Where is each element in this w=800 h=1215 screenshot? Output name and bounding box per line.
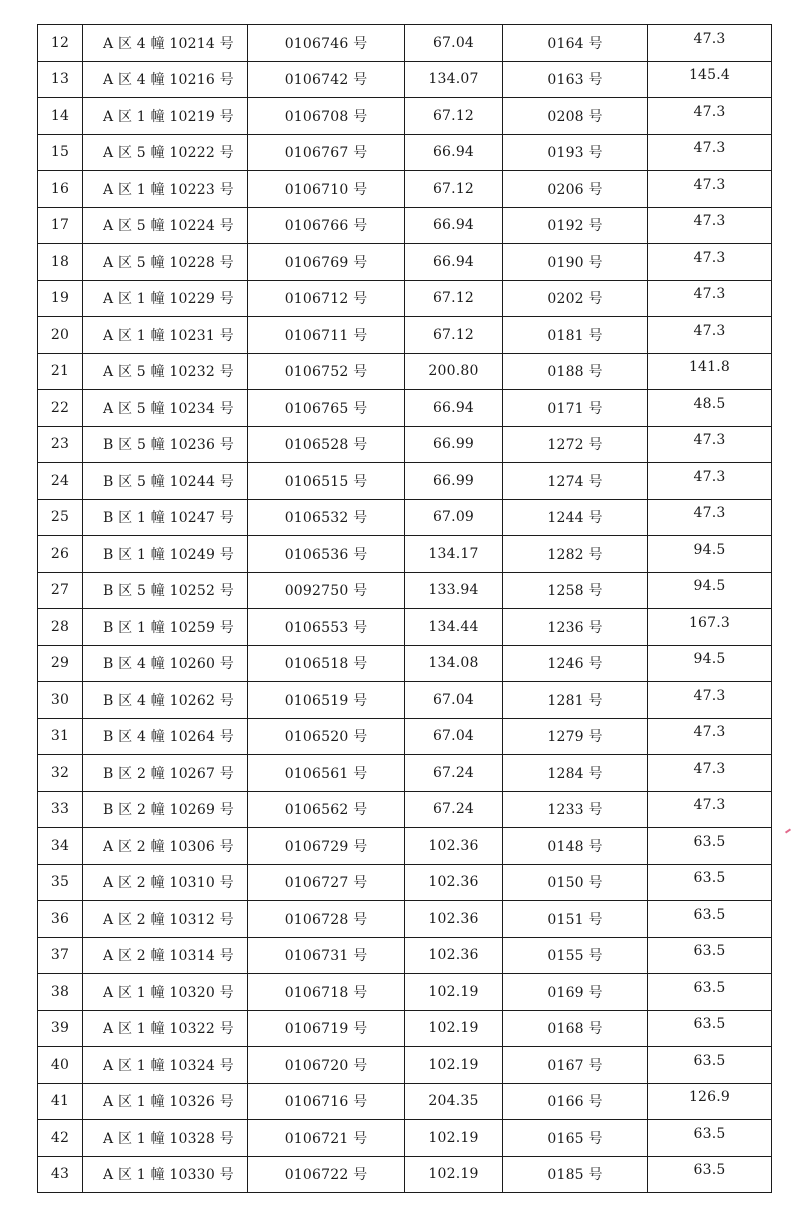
row-number-cell: 40 bbox=[38, 1047, 83, 1084]
floor-area-cell: 133.94 bbox=[405, 572, 503, 609]
house-number-cell: A 区 4 幢 10214 号 bbox=[83, 25, 248, 62]
amount-value: 47.3 bbox=[693, 724, 726, 741]
floor-area-cell: 102.36 bbox=[405, 901, 503, 938]
code-number-cell: 0181 号 bbox=[503, 317, 648, 354]
amount-cell bbox=[648, 244, 772, 281]
amount-cell bbox=[648, 1047, 772, 1084]
table-row bbox=[38, 536, 772, 573]
floor-area-cell: 67.04 bbox=[405, 718, 503, 755]
code-number-cell: 0151 号 bbox=[503, 901, 648, 938]
certificate-number-cell: 0106518 号 bbox=[248, 645, 405, 682]
amount-cell bbox=[648, 791, 772, 828]
row-number-cell: 24 bbox=[38, 463, 83, 500]
code-number-cell: 0164 号 bbox=[503, 25, 648, 62]
amount-value: 63.5 bbox=[693, 1016, 726, 1033]
row-number-cell: 36 bbox=[38, 901, 83, 938]
amount-cell bbox=[648, 572, 772, 609]
certificate-number-cell: 0092750 号 bbox=[248, 572, 405, 609]
certificate-number-cell: 0106536 号 bbox=[248, 536, 405, 573]
code-number-cell: 0155 号 bbox=[503, 937, 648, 974]
table-row bbox=[38, 390, 772, 427]
code-number-cell: 1274 号 bbox=[503, 463, 648, 500]
amount-cell bbox=[648, 645, 772, 682]
code-number-cell: 1236 号 bbox=[503, 609, 648, 646]
amount-value: 48.5 bbox=[693, 395, 726, 412]
amount-value: 94.5 bbox=[693, 578, 726, 595]
house-number-cell: B 区 5 幢 10236 号 bbox=[83, 426, 248, 463]
code-number-cell: 1258 号 bbox=[503, 572, 648, 609]
amount-value: 47.3 bbox=[693, 687, 726, 704]
certificate-number-cell: 0106728 号 bbox=[248, 901, 405, 938]
amount-cell bbox=[648, 353, 772, 390]
code-number-cell: 0206 号 bbox=[503, 171, 648, 208]
table-row bbox=[38, 244, 772, 281]
amount-cell bbox=[648, 134, 772, 171]
code-number-cell: 0202 号 bbox=[503, 280, 648, 317]
amount-value: 47.3 bbox=[693, 286, 726, 303]
floor-area-cell: 134.44 bbox=[405, 609, 503, 646]
certificate-number-cell: 0106553 号 bbox=[248, 609, 405, 646]
row-number-cell: 23 bbox=[38, 426, 83, 463]
code-number-cell: 0192 号 bbox=[503, 207, 648, 244]
amount-cell bbox=[648, 317, 772, 354]
table-row bbox=[38, 207, 772, 244]
floor-area-cell: 66.94 bbox=[405, 207, 503, 244]
amount-cell bbox=[648, 901, 772, 938]
table-row bbox=[38, 1047, 772, 1084]
table-row bbox=[38, 791, 772, 828]
house-number-cell: B 区 2 幢 10269 号 bbox=[83, 791, 248, 828]
table-row bbox=[38, 572, 772, 609]
table-row bbox=[38, 25, 772, 62]
floor-area-cell: 134.07 bbox=[405, 61, 503, 98]
amount-cell bbox=[648, 1010, 772, 1047]
certificate-number-cell: 0106727 号 bbox=[248, 864, 405, 901]
certificate-number-cell: 0106710 号 bbox=[248, 171, 405, 208]
house-number-cell: A 区 1 幢 10324 号 bbox=[83, 1047, 248, 1084]
row-number-cell: 34 bbox=[38, 828, 83, 865]
floor-area-cell: 66.94 bbox=[405, 134, 503, 171]
code-number-cell: 0165 号 bbox=[503, 1120, 648, 1157]
floor-area-cell: 102.36 bbox=[405, 937, 503, 974]
floor-area-cell: 102.19 bbox=[405, 1047, 503, 1084]
code-number-cell: 0148 号 bbox=[503, 828, 648, 865]
table-row bbox=[38, 353, 772, 390]
code-number-cell: 1279 号 bbox=[503, 718, 648, 755]
amount-cell bbox=[648, 171, 772, 208]
floor-area-cell: 66.99 bbox=[405, 426, 503, 463]
amount-cell bbox=[648, 25, 772, 62]
house-number-cell: B 区 4 幢 10260 号 bbox=[83, 645, 248, 682]
floor-area-cell: 102.19 bbox=[405, 1156, 503, 1193]
code-number-cell: 0190 号 bbox=[503, 244, 648, 281]
table-row bbox=[38, 98, 772, 135]
row-number-cell: 31 bbox=[38, 718, 83, 755]
amount-value: 47.3 bbox=[693, 176, 726, 193]
house-number-cell: B 区 1 幢 10249 号 bbox=[83, 536, 248, 573]
row-number-cell: 25 bbox=[38, 499, 83, 536]
house-number-cell: A 区 2 幢 10310 号 bbox=[83, 864, 248, 901]
certificate-number-cell: 0106721 号 bbox=[248, 1120, 405, 1157]
floor-area-cell: 66.99 bbox=[405, 463, 503, 500]
certificate-number-cell: 0106708 号 bbox=[248, 98, 405, 135]
certificate-number-cell: 0106766 号 bbox=[248, 207, 405, 244]
certificate-number-cell: 0106716 号 bbox=[248, 1083, 405, 1120]
house-number-cell: A 区 1 幢 10231 号 bbox=[83, 317, 248, 354]
house-number-cell: B 区 4 幢 10264 号 bbox=[83, 718, 248, 755]
code-number-cell: 0167 号 bbox=[503, 1047, 648, 1084]
house-number-cell: A 区 1 幢 10326 号 bbox=[83, 1083, 248, 1120]
certificate-number-cell: 0106765 号 bbox=[248, 390, 405, 427]
floor-area-cell: 67.04 bbox=[405, 682, 503, 719]
amount-cell bbox=[648, 828, 772, 865]
floor-area-cell: 67.09 bbox=[405, 499, 503, 536]
certificate-number-cell: 0106752 号 bbox=[248, 353, 405, 390]
floor-area-cell: 102.19 bbox=[405, 1120, 503, 1157]
floor-area-cell: 102.19 bbox=[405, 1010, 503, 1047]
amount-value: 63.5 bbox=[693, 906, 726, 923]
table-row bbox=[38, 1156, 772, 1193]
amount-cell bbox=[648, 280, 772, 317]
table-row bbox=[38, 317, 772, 354]
table-row bbox=[38, 718, 772, 755]
table-row bbox=[38, 901, 772, 938]
table-row bbox=[38, 828, 772, 865]
code-number-cell: 1233 号 bbox=[503, 791, 648, 828]
floor-area-cell: 66.94 bbox=[405, 390, 503, 427]
code-number-cell: 1244 号 bbox=[503, 499, 648, 536]
amount-cell bbox=[648, 426, 772, 463]
table-row bbox=[38, 171, 772, 208]
amount-cell bbox=[648, 463, 772, 500]
row-number-cell: 14 bbox=[38, 98, 83, 135]
house-number-cell: A 区 5 幢 10222 号 bbox=[83, 134, 248, 171]
certificate-number-cell: 0106769 号 bbox=[248, 244, 405, 281]
certificate-number-cell: 0106712 号 bbox=[248, 280, 405, 317]
amount-cell bbox=[648, 536, 772, 573]
amount-value: 63.5 bbox=[693, 979, 726, 996]
row-number-cell: 17 bbox=[38, 207, 83, 244]
table-row bbox=[38, 682, 772, 719]
amount-value: 47.3 bbox=[693, 468, 726, 485]
house-number-cell: A 区 5 幢 10224 号 bbox=[83, 207, 248, 244]
floor-area-cell: 102.36 bbox=[405, 864, 503, 901]
amount-cell bbox=[648, 499, 772, 536]
row-number-cell: 33 bbox=[38, 791, 83, 828]
house-number-cell: A 区 4 幢 10216 号 bbox=[83, 61, 248, 98]
amount-value: 145.4 bbox=[688, 67, 731, 84]
code-number-cell: 1246 号 bbox=[503, 645, 648, 682]
amount-cell bbox=[648, 1120, 772, 1157]
row-number-cell: 35 bbox=[38, 864, 83, 901]
floor-area-cell: 67.24 bbox=[405, 755, 503, 792]
house-number-cell: A 区 2 幢 10306 号 bbox=[83, 828, 248, 865]
floor-area-cell: 134.08 bbox=[405, 645, 503, 682]
house-number-cell: A 区 1 幢 10219 号 bbox=[83, 98, 248, 135]
house-number-cell: B 区 5 幢 10244 号 bbox=[83, 463, 248, 500]
house-number-cell: A 区 1 幢 10322 号 bbox=[83, 1010, 248, 1047]
code-number-cell: 0208 号 bbox=[503, 98, 648, 135]
house-number-cell: A 区 1 幢 10223 号 bbox=[83, 171, 248, 208]
document-page bbox=[37, 24, 771, 1198]
row-number-cell: 38 bbox=[38, 974, 83, 1011]
amount-value: 94.5 bbox=[693, 541, 726, 558]
floor-area-cell: 102.19 bbox=[405, 974, 503, 1011]
amount-value: 126.9 bbox=[688, 1089, 731, 1106]
certificate-number-cell: 0106520 号 bbox=[248, 718, 405, 755]
house-number-cell: A 区 2 幢 10312 号 bbox=[83, 901, 248, 938]
row-number-cell: 18 bbox=[38, 244, 83, 281]
row-number-cell: 26 bbox=[38, 536, 83, 573]
row-number-cell: 41 bbox=[38, 1083, 83, 1120]
house-number-cell: A 区 2 幢 10314 号 bbox=[83, 937, 248, 974]
floor-area-cell: 66.94 bbox=[405, 244, 503, 281]
amount-value: 47.3 bbox=[693, 103, 726, 120]
row-number-cell: 29 bbox=[38, 645, 83, 682]
certificate-number-cell: 0106731 号 bbox=[248, 937, 405, 974]
certificate-number-cell: 0106719 号 bbox=[248, 1010, 405, 1047]
floor-area-cell: 134.17 bbox=[405, 536, 503, 573]
floor-area-cell: 102.36 bbox=[405, 828, 503, 865]
records-table bbox=[37, 24, 772, 1193]
code-number-cell: 1284 号 bbox=[503, 755, 648, 792]
table-row bbox=[38, 645, 772, 682]
amount-cell bbox=[648, 609, 772, 646]
amount-cell bbox=[648, 98, 772, 135]
table-row bbox=[38, 937, 772, 974]
table-row bbox=[38, 499, 772, 536]
code-number-cell: 0150 号 bbox=[503, 864, 648, 901]
code-number-cell: 0188 号 bbox=[503, 353, 648, 390]
floor-area-cell: 67.12 bbox=[405, 171, 503, 208]
certificate-number-cell: 0106742 号 bbox=[248, 61, 405, 98]
house-number-cell: A 区 1 幢 10328 号 bbox=[83, 1120, 248, 1157]
floor-area-cell: 67.12 bbox=[405, 280, 503, 317]
amount-cell bbox=[648, 937, 772, 974]
amount-value: 63.5 bbox=[693, 1162, 726, 1179]
amount-cell bbox=[648, 755, 772, 792]
certificate-number-cell: 0106718 号 bbox=[248, 974, 405, 1011]
table-row bbox=[38, 755, 772, 792]
ink-mark bbox=[785, 828, 791, 833]
row-number-cell: 28 bbox=[38, 609, 83, 646]
certificate-number-cell: 0106561 号 bbox=[248, 755, 405, 792]
house-number-cell: B 区 1 幢 10247 号 bbox=[83, 499, 248, 536]
house-number-cell: A 区 1 幢 10330 号 bbox=[83, 1156, 248, 1193]
floor-area-cell: 204.35 bbox=[405, 1083, 503, 1120]
row-number-cell: 16 bbox=[38, 171, 83, 208]
house-number-cell: A 区 5 幢 10232 号 bbox=[83, 353, 248, 390]
table-row bbox=[38, 61, 772, 98]
amount-cell bbox=[648, 1083, 772, 1120]
amount-cell bbox=[648, 718, 772, 755]
amount-cell bbox=[648, 974, 772, 1011]
code-number-cell: 0171 号 bbox=[503, 390, 648, 427]
row-number-cell: 37 bbox=[38, 937, 83, 974]
amount-cell bbox=[648, 61, 772, 98]
table-row bbox=[38, 463, 772, 500]
house-number-cell: B 区 1 幢 10259 号 bbox=[83, 609, 248, 646]
certificate-number-cell: 0106720 号 bbox=[248, 1047, 405, 1084]
house-number-cell: B 区 2 幢 10267 号 bbox=[83, 755, 248, 792]
code-number-cell: 0163 号 bbox=[503, 61, 648, 98]
records-table-body bbox=[38, 25, 772, 1193]
row-number-cell: 32 bbox=[38, 755, 83, 792]
house-number-cell: B 区 4 幢 10262 号 bbox=[83, 682, 248, 719]
code-number-cell: 1272 号 bbox=[503, 426, 648, 463]
house-number-cell: A 区 5 幢 10234 号 bbox=[83, 390, 248, 427]
table-row bbox=[38, 280, 772, 317]
certificate-number-cell: 0106515 号 bbox=[248, 463, 405, 500]
amount-value: 63.5 bbox=[693, 943, 726, 960]
floor-area-cell: 67.04 bbox=[405, 25, 503, 62]
row-number-cell: 22 bbox=[38, 390, 83, 427]
certificate-number-cell: 0106722 号 bbox=[248, 1156, 405, 1193]
certificate-number-cell: 0106767 号 bbox=[248, 134, 405, 171]
table-row bbox=[38, 426, 772, 463]
amount-value: 63.5 bbox=[693, 833, 726, 850]
certificate-number-cell: 0106519 号 bbox=[248, 682, 405, 719]
code-number-cell: 0169 号 bbox=[503, 974, 648, 1011]
floor-area-cell: 67.12 bbox=[405, 98, 503, 135]
amount-value: 63.5 bbox=[693, 870, 726, 887]
house-number-cell: A 区 5 幢 10228 号 bbox=[83, 244, 248, 281]
amount-cell bbox=[648, 207, 772, 244]
certificate-number-cell: 0106528 号 bbox=[248, 426, 405, 463]
amount-cell bbox=[648, 682, 772, 719]
table-row bbox=[38, 1083, 772, 1120]
amount-value: 94.5 bbox=[693, 651, 726, 668]
code-number-cell: 0168 号 bbox=[503, 1010, 648, 1047]
house-number-cell: A 区 1 幢 10229 号 bbox=[83, 280, 248, 317]
amount-value: 47.3 bbox=[693, 249, 726, 266]
amount-value: 47.3 bbox=[693, 322, 726, 339]
table-row bbox=[38, 974, 772, 1011]
code-number-cell: 0185 号 bbox=[503, 1156, 648, 1193]
row-number-cell: 42 bbox=[38, 1120, 83, 1157]
amount-cell bbox=[648, 390, 772, 427]
amount-value: 141.8 bbox=[688, 359, 731, 376]
row-number-cell: 15 bbox=[38, 134, 83, 171]
code-number-cell: 1282 号 bbox=[503, 536, 648, 573]
row-number-cell: 39 bbox=[38, 1010, 83, 1047]
floor-area-cell: 67.24 bbox=[405, 791, 503, 828]
certificate-number-cell: 0106729 号 bbox=[248, 828, 405, 865]
amount-value: 47.3 bbox=[693, 140, 726, 157]
certificate-number-cell: 0106532 号 bbox=[248, 499, 405, 536]
table-row bbox=[38, 1120, 772, 1157]
row-number-cell: 43 bbox=[38, 1156, 83, 1193]
house-number-cell: B 区 5 幢 10252 号 bbox=[83, 572, 248, 609]
amount-value: 47.3 bbox=[693, 505, 726, 522]
certificate-number-cell: 0106711 号 bbox=[248, 317, 405, 354]
row-number-cell: 19 bbox=[38, 280, 83, 317]
amount-value: 47.3 bbox=[693, 30, 726, 47]
row-number-cell: 27 bbox=[38, 572, 83, 609]
amount-cell bbox=[648, 864, 772, 901]
amount-value: 63.5 bbox=[693, 1052, 726, 1069]
code-number-cell: 1281 号 bbox=[503, 682, 648, 719]
floor-area-cell: 67.12 bbox=[405, 317, 503, 354]
amount-value: 47.3 bbox=[693, 797, 726, 814]
amount-value: 167.3 bbox=[688, 614, 731, 631]
table-row bbox=[38, 609, 772, 646]
row-number-cell: 30 bbox=[38, 682, 83, 719]
table-row bbox=[38, 864, 772, 901]
house-number-cell: A 区 1 幢 10320 号 bbox=[83, 974, 248, 1011]
row-number-cell: 20 bbox=[38, 317, 83, 354]
amount-value: 63.5 bbox=[693, 1125, 726, 1142]
certificate-number-cell: 0106562 号 bbox=[248, 791, 405, 828]
row-number-cell: 21 bbox=[38, 353, 83, 390]
amount-cell bbox=[648, 1156, 772, 1193]
code-number-cell: 0166 号 bbox=[503, 1083, 648, 1120]
amount-value: 47.3 bbox=[693, 760, 726, 777]
amount-value: 47.3 bbox=[693, 213, 726, 230]
table-row bbox=[38, 1010, 772, 1047]
row-number-cell: 12 bbox=[38, 25, 83, 62]
row-number-cell: 13 bbox=[38, 61, 83, 98]
amount-value: 47.3 bbox=[693, 432, 726, 449]
certificate-number-cell: 0106746 号 bbox=[248, 25, 405, 62]
table-row bbox=[38, 134, 772, 171]
floor-area-cell: 200.80 bbox=[405, 353, 503, 390]
code-number-cell: 0193 号 bbox=[503, 134, 648, 171]
